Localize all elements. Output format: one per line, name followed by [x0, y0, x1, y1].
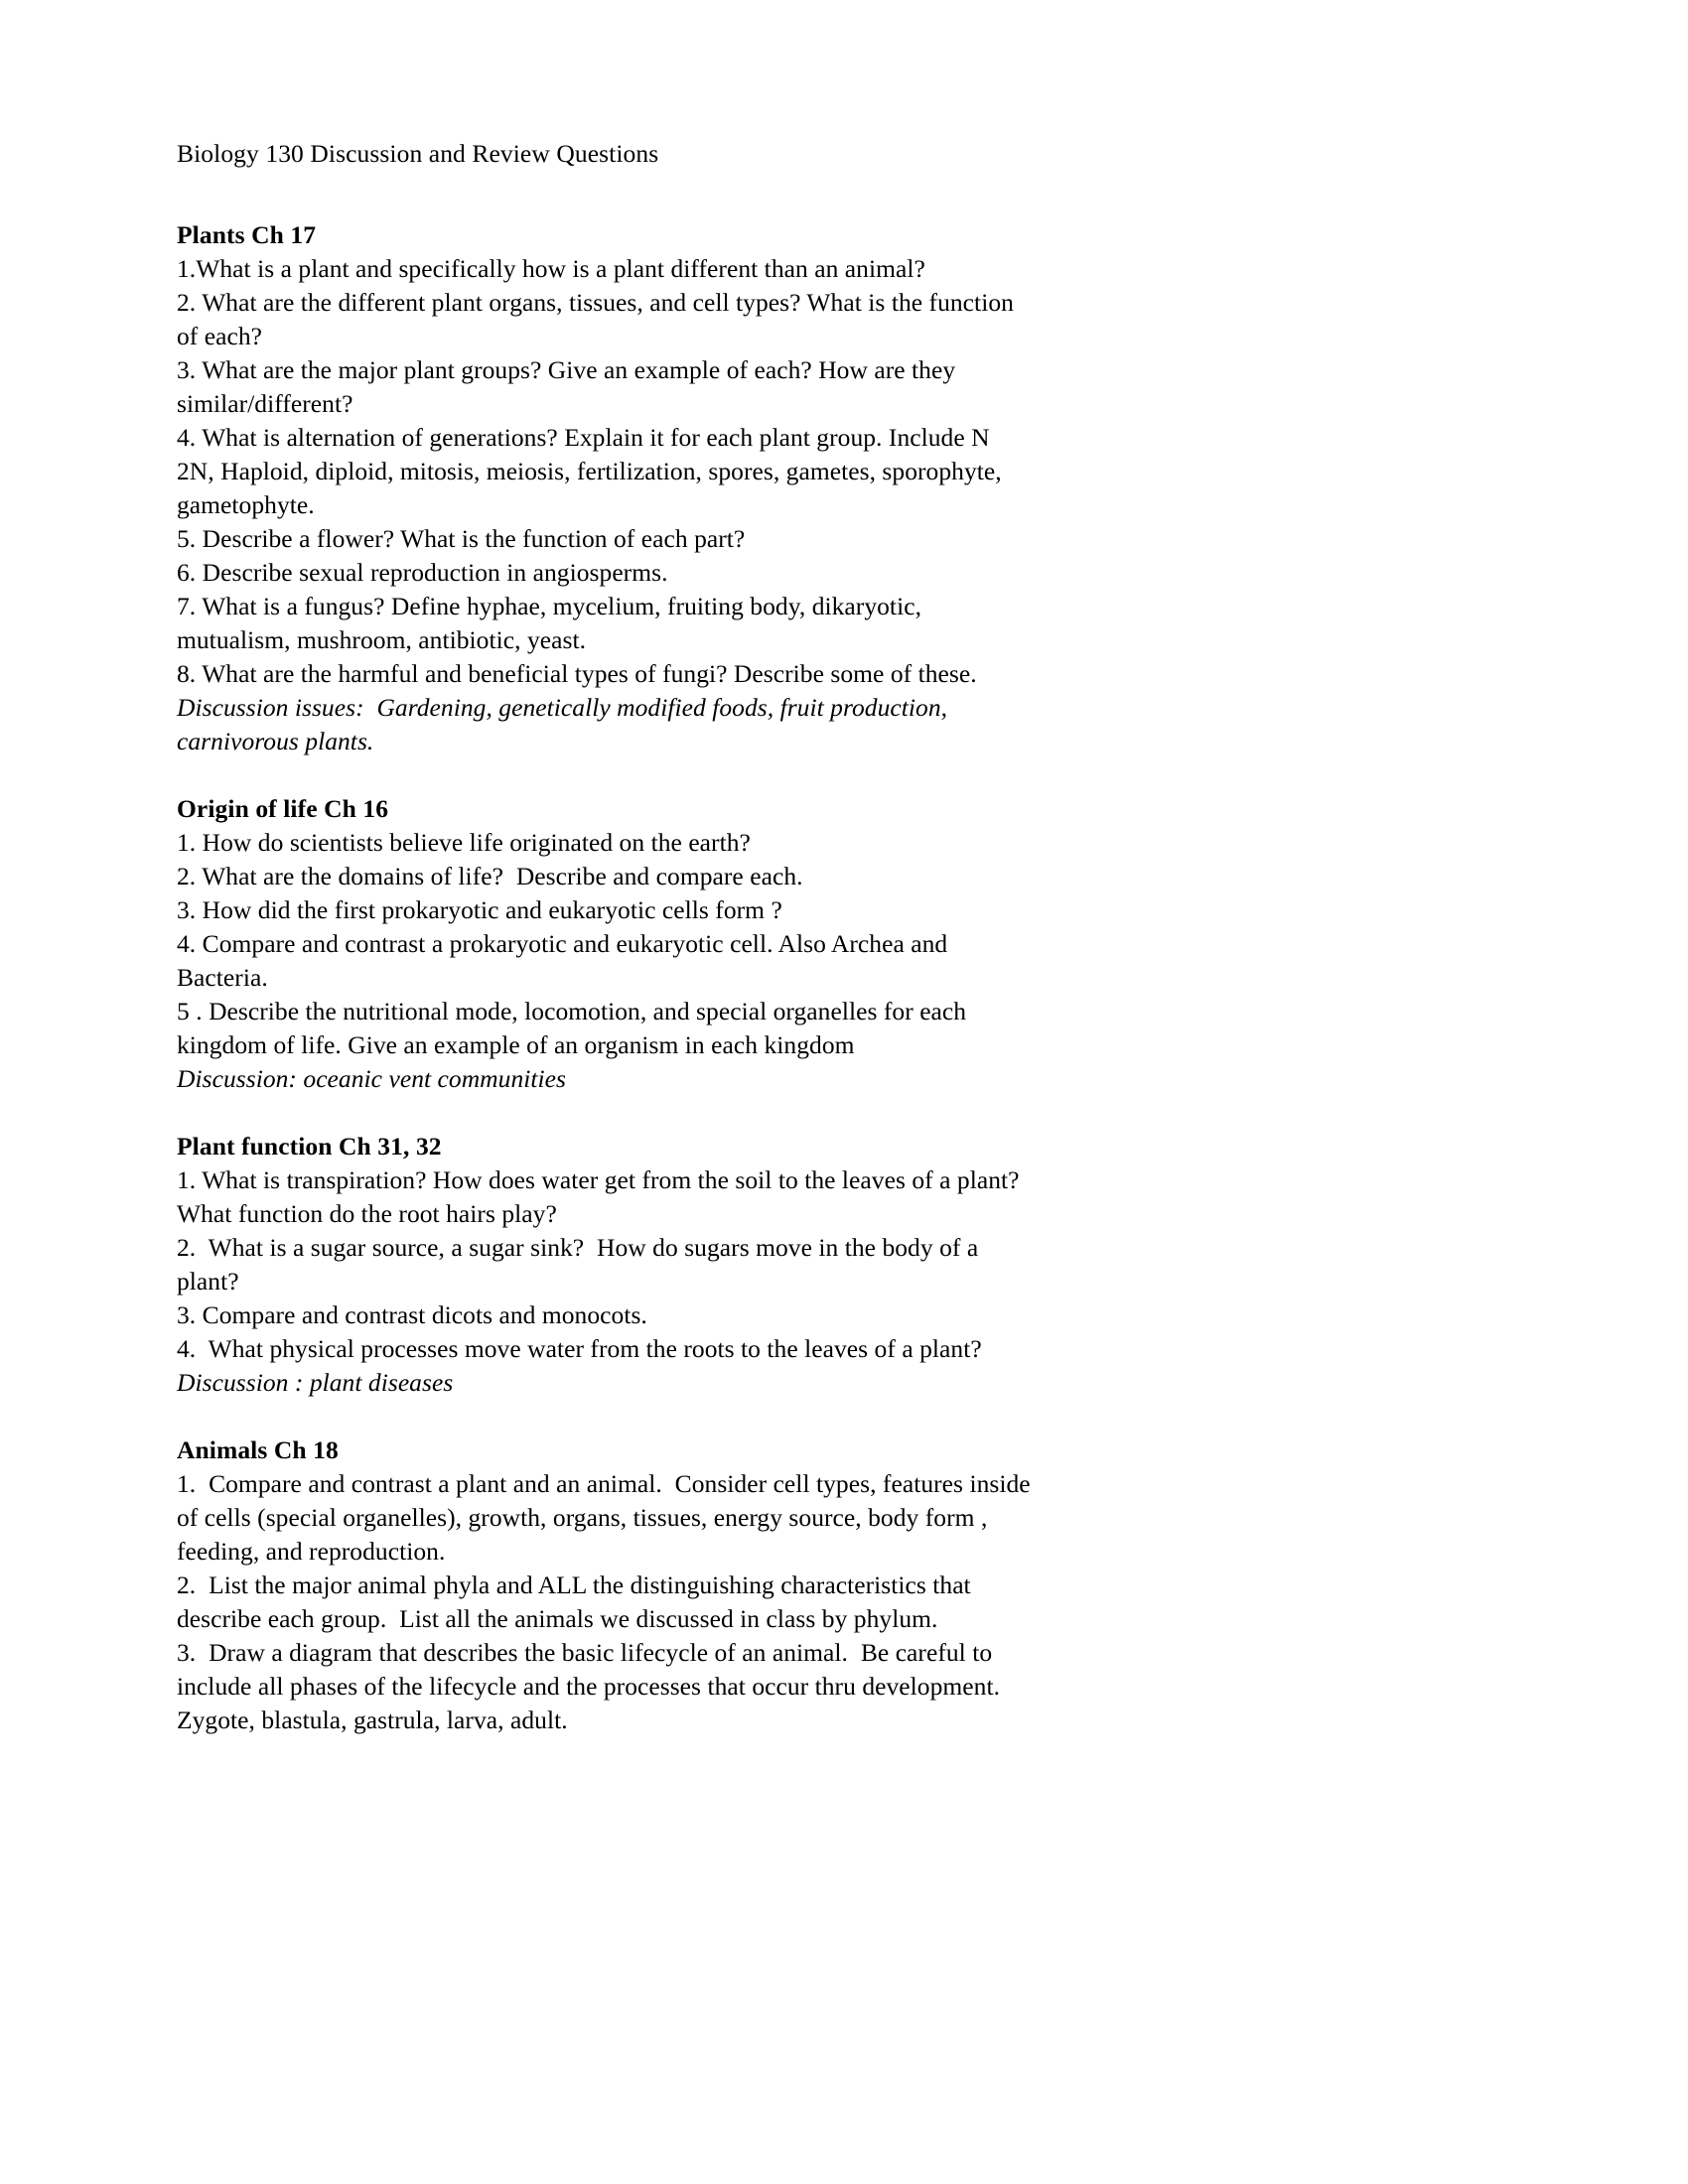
question-item: 3. What are the major plant groups? Give an example of each? How are they similar/different? [177, 355, 962, 418]
question-item: 8. What are the harmful and beneficial types of fungi? Describe some of these. [177, 659, 977, 688]
question-item: 4. Compare and contrast a prokaryotic and eukaryotic cell. Also Archea and Bacteria. [177, 929, 954, 992]
question-item: 4. What physical processes move water from the roots to the leaves of a plant? [177, 1334, 982, 1363]
question-item: 2. List the major animal phyla and ALL the distinguishing characteristics that describe each group. List all the animals we discussed in class by phylum. [177, 1570, 978, 1633]
question-item: 5 . Describe the nutritional mode, locomotion, and special organelles for each kingdom of life. Give an example of an organism in each kingdom [177, 997, 973, 1059]
document-body [177, 137, 1038, 1737]
section-animals [177, 1433, 1038, 1737]
section-gap [177, 758, 1031, 792]
section-heading-origin-of-life: Origin of life Ch 16 [177, 794, 389, 823]
section-heading-plant-function: Plant function Ch 31, 32 [177, 1132, 442, 1160]
section-heading-animals: Animals Ch 18 [177, 1435, 339, 1464]
title-spacer [177, 171, 1031, 218]
discussion-note: Discussion: oceanic vent communities [177, 1064, 566, 1093]
question-item: 1. Compare and contrast a plant and an animal. Consider cell types, features inside of cells (special organelles), growth, organs, tissues, energy source, body form , feeding, and reproduction. [177, 1469, 1038, 1566]
question-item: 4. What is alternation of generations? Explain it for each plant group. Include N 2N, Haploid, diploid, mitosis, meiosis, fertilization, spores, gametes, sporophyte, gametophyte. [177, 423, 1009, 519]
discussion-note: Discussion issues: Gardening, genetically modified foods, fruit production, carnivorous plants. [177, 693, 954, 755]
question-item: 1. How do scientists believe life originated on the earth? [177, 828, 751, 857]
section-origin-of-life [177, 792, 1031, 1096]
question-item: 6. Describe sexual reproduction in angiosperms. [177, 558, 668, 587]
question-item: 3. Compare and contrast dicots and monocots. [177, 1300, 647, 1329]
question-item: 7. What is a fungus? Define hyphae, mycelium, fruiting body, dikaryotic, mutualism, mushroom, antibiotic, yeast. [177, 592, 928, 654]
section-gap [177, 1096, 1031, 1130]
page-title: Biology 130 Discussion and Review Questions [177, 139, 659, 168]
question-item: 3. Draw a diagram that describes the basic lifecycle of an animal. Be careful to include all phases of the lifecycle and the processes that occur thru development. Zygote, blastula, gastrula, larva, adult. [177, 1638, 1013, 1734]
question-item: 2. What are the different plant organs, tissues, and cell types? What is the function of each? [177, 288, 1021, 350]
question-item: 2. What are the domains of life? Describe and compare each. [177, 862, 803, 890]
question-item: 1. What is transpiration? How does water get from the soil to the leaves of a plant? What function do the root hairs play? [177, 1165, 1026, 1228]
section-heading-plants: Plants Ch 17 [177, 220, 317, 249]
question-item: 2. What is a sugar source, a sugar sink? How do sugars move in the body of a plant? [177, 1233, 985, 1296]
section-gap [177, 1400, 1031, 1433]
section-plants [177, 218, 1031, 758]
question-item: 5. Describe a flower? What is the function of each part? [177, 524, 746, 553]
question-item: 3. How did the first prokaryotic and eukaryotic cells form ? [177, 895, 782, 924]
section-plant-function [177, 1130, 1031, 1400]
discussion-note: Discussion : plant diseases [177, 1368, 454, 1397]
question-item: 1.What is a plant and specifically how is a plant different than an animal? [177, 254, 925, 283]
